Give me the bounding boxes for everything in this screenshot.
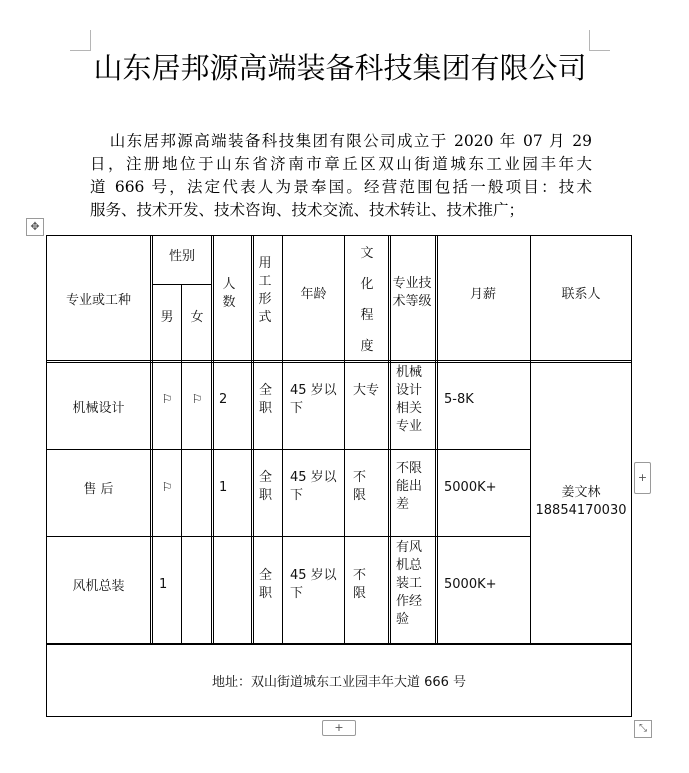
header-skill: 专业技术等级 xyxy=(392,276,432,309)
header-age: 年龄 xyxy=(300,286,327,302)
row-salary: 5000K+ xyxy=(444,577,497,592)
flag-icon: ⚐ xyxy=(161,392,173,406)
row-male: 1 xyxy=(159,577,168,592)
flag-icon: ⚐ xyxy=(161,480,173,494)
row-age: 45 岁以下 xyxy=(290,568,337,601)
header-education: 文化程度 xyxy=(360,246,374,354)
header-employment: 用工形式 xyxy=(258,256,272,325)
contact-name: 姜文林 xyxy=(561,485,601,500)
table-line xyxy=(211,235,214,643)
row-education: 大专 xyxy=(353,383,380,398)
table-line xyxy=(181,284,182,643)
contact-phone: 18854170030 xyxy=(535,503,627,518)
row-education: 不限 xyxy=(353,568,367,601)
intro-line: 日，注册地位于山东省济南市章丘区双山街道城东工业园丰年大 xyxy=(90,155,592,173)
header-salary: 月薪 xyxy=(469,286,496,302)
add-column-icon[interactable]: + xyxy=(634,462,651,494)
row-count: 1 xyxy=(219,480,228,495)
add-row-icon[interactable]: + xyxy=(322,720,356,736)
intro-line: 山东居邦源高端装备科技集团有限公司成立于 2020 年 07 月 29 xyxy=(109,132,592,150)
row-education: 不限 xyxy=(353,470,367,503)
row-employment: 全职 xyxy=(259,568,273,601)
row-salary: 5-8K xyxy=(444,392,474,407)
header-contact: 联系人 xyxy=(561,286,601,302)
table-line xyxy=(388,235,391,643)
row-skill: 机械设计相关专业 xyxy=(396,365,423,434)
row-job: 机械设计 xyxy=(72,400,125,416)
flag-icon xyxy=(183,450,211,524)
row-skill: 不限能出差 xyxy=(396,461,423,512)
intro-line: 服务、技术开发、技术咨询、技术交流、技术转让、技术推广； xyxy=(90,201,525,219)
intro-paragraph xyxy=(90,130,592,222)
flag-icon: ⚐ xyxy=(191,392,203,406)
contact-cell xyxy=(531,362,631,642)
table-line xyxy=(251,235,254,643)
row-job: 售 后 xyxy=(83,481,114,497)
table-move-handle-icon[interactable]: ✥ xyxy=(26,218,44,236)
header-female: 女 xyxy=(190,309,204,325)
header-gender: 性别 xyxy=(168,248,195,264)
intro-line: 道 666 号，法定代表人为景奉国。经营范围包括一般项目：技术 xyxy=(90,178,592,196)
document-title: 山东居邦源高端装备科技集团有限公司 xyxy=(93,51,587,85)
row-count: 2 xyxy=(219,392,228,407)
table-resize-icon[interactable]: ⤡ xyxy=(634,720,652,738)
row-age: 45 岁以下 xyxy=(290,470,337,503)
table-line xyxy=(344,235,345,643)
page-corner-mark xyxy=(70,30,91,51)
row-salary: 5000K+ xyxy=(444,480,497,495)
header-male: 男 xyxy=(160,309,174,325)
row-employment: 全职 xyxy=(259,470,273,503)
row-skill: 有风机总装工作经验 xyxy=(396,540,423,627)
row-age: 45 岁以下 xyxy=(290,383,337,416)
row-employment: 全职 xyxy=(259,383,273,416)
header-count: 人数 xyxy=(222,277,236,310)
row-female xyxy=(183,537,211,631)
header-job: 专业或工种 xyxy=(65,292,131,308)
row-job: 风机总装 xyxy=(72,578,125,594)
page-corner-mark xyxy=(589,30,610,51)
address-text: 地址：双山街道城东工业园丰年大道 666 号 xyxy=(211,675,467,690)
